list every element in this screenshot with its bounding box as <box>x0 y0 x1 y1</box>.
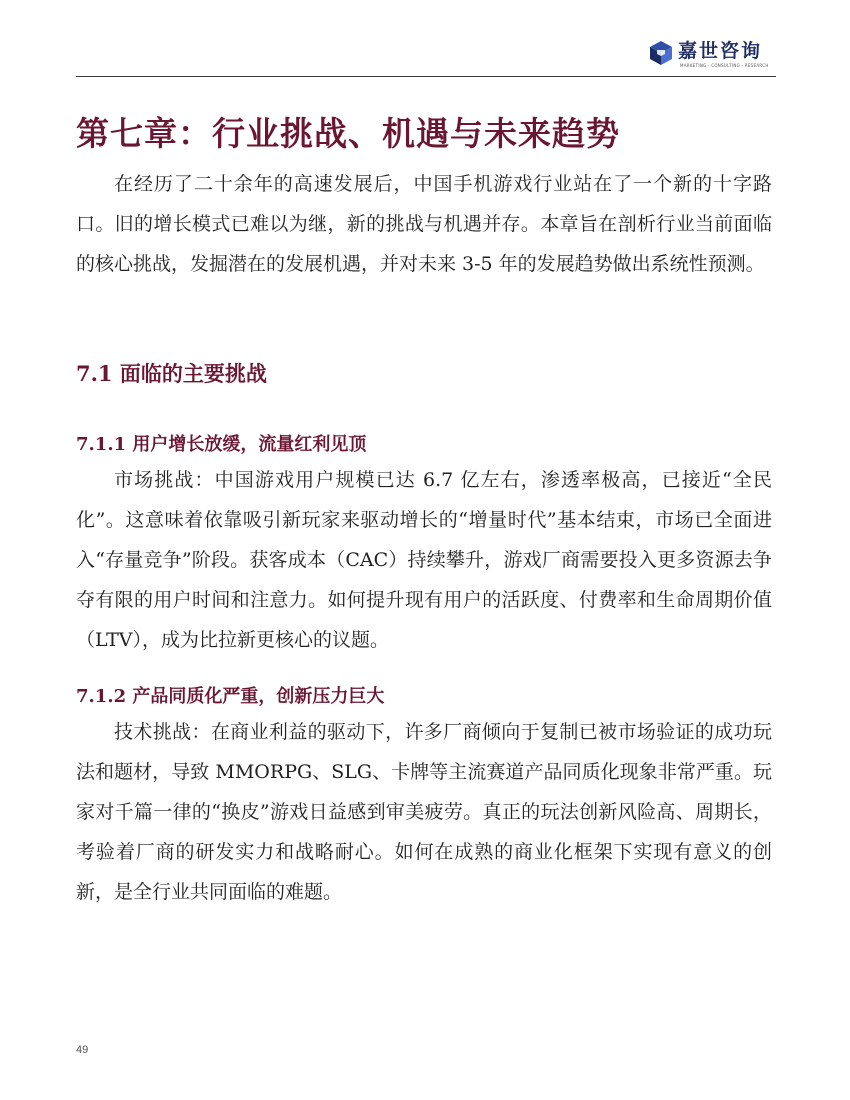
chapter-title: 第七章：行业挑战、机遇与未来趋势 <box>76 114 620 153</box>
chapter-intro-paragraph: 在经历了二十余年的高速发展后，中国手机游戏行业站在了一个新的十字路口。旧的增长模式已难以为继，新的挑战与机遇并存。本章旨在剖析行业当前面临的核心挑战，发掘潜在的发展机遇，并对未来 3-5 年的发展趋势做出系统性预测。 <box>76 173 772 275</box>
page-header <box>76 28 776 77</box>
logo-tagline: MARKETING · CONSULTING · RESEARCH <box>680 63 769 68</box>
subsection-body-7-1-2: 技术挑战：在商业利益的驱动下，许多厂商倾向于复制已被市场验证的成功玩法和题材，导致 MMORPG、SLG、卡牌等主流赛道产品同质化现象非常严重。玩家对千篇一律的“换皮”游戏日益感到审美疲劳。真正的玩法创新风险高、周期长，考验着厂商的研发实力和战略耐心。如何在成熟的商业化框架下实现有意义的创新，是全行业共同面临的难题。 <box>76 721 772 903</box>
subsection-heading-7-1-1: 7.1.1 用户增长放缓，流量红利见顶 <box>76 434 367 455</box>
logo-name: 嘉世咨询 <box>678 40 763 62</box>
page-number: 49 <box>76 1044 89 1056</box>
subsection-heading-7-1-2: 7.1.2 产品同质化严重，创新压力巨大 <box>76 686 385 707</box>
section-heading-7-1: 7.1 面临的主要挑战 <box>76 361 267 386</box>
subsection-body-7-1-1: 市场挑战：中国游戏用户规模已达 6.7 亿左右，渗透率极高，已接近“全民化”。这意味着依靠吸引新玩家来驱动增长的“增量时代”基本结束，市场已全面进入“存量竞争”阶段。获客成本（CAC）持续攀升，游戏厂商需要投入更多资源去争夺有限的用户时间和注意力。如何提升现有用户的活跃度、付费率和生命周期价值（LTV），成为比拉新更核心的议题。 <box>76 469 772 651</box>
company-logo <box>648 34 772 72</box>
cube-logo-icon <box>648 40 674 66</box>
